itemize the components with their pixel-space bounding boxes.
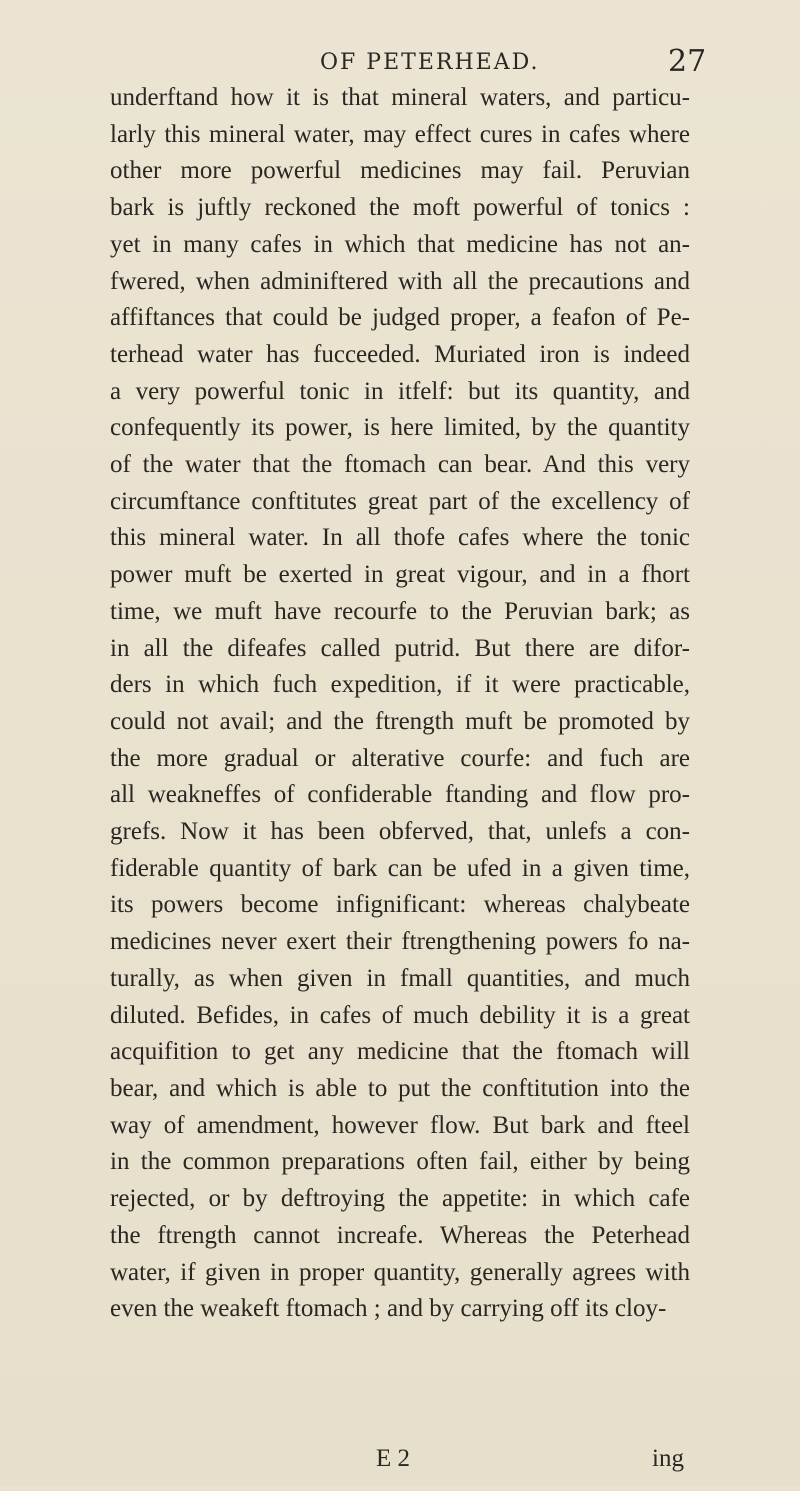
text-line: the ftrength cannot increafe. Whereas the Peterhead — [110, 1221, 690, 1249]
text-line: terhead water has fucceeded. Muriated iron is indeed — [110, 340, 690, 368]
text-line: medicines never exert their ftrengthening powers fo na- — [110, 928, 690, 956]
text-line: even the weakeft ftomach ; and by carrying off its cloy- — [110, 1295, 667, 1323]
running-head — [0, 42, 800, 82]
text-line: all weakneffes of confiderable ftanding and flow pro- — [110, 781, 690, 809]
text-line: yet in many cafes in which that medicine has not an- — [110, 230, 690, 258]
text-line: time, we muft have recourfe to the Peruvian bark; as — [110, 597, 690, 625]
page-number: 27 — [668, 44, 707, 79]
catchword: ing — [652, 1445, 684, 1472]
text-line: way of amendment, however flow. But bark and fteel — [110, 1111, 690, 1139]
text-line: power muft be exerted in great vigour, and in a fhort — [110, 561, 690, 589]
text-line: turally, as when given in fmall quantities, and much — [110, 964, 690, 992]
text-line: grefs. Now it has been obferved, that, unlefs a con- — [110, 818, 690, 846]
text-line: ders in which fuch expedition, if it were practicable, — [110, 671, 690, 699]
text-line: fiderable quantity of bark can be ufed in a given time, — [110, 854, 690, 882]
text-line: bark is juftly reckoned the moft powerful of tonics : — [110, 194, 690, 222]
text-line: affiftances that could be judged proper, a feafon of Pe- — [110, 304, 690, 332]
text-line: in the common preparations often fail, either by being — [110, 1148, 690, 1176]
text-line: confequently its power, is here limited, by the quantity — [110, 414, 690, 442]
text-line: water, if given in proper quantity, generally agrees with — [110, 1258, 690, 1286]
text-line: fwered, when adminiftered with all the precautions and — [110, 267, 690, 295]
text-line: rejected, or by deftroying the appetite: in which cafe — [110, 1185, 690, 1213]
text-line: circumftance conftitutes great part of the excellency of — [110, 487, 690, 515]
text-line: this mineral water. In all thofe cafes where the tonic — [110, 524, 690, 552]
text-line: in all the difeafes called putrid. But there are difor- — [110, 634, 690, 662]
text-line: larly this mineral water, may effect cures in cafes where — [110, 120, 690, 148]
text-line: its powers become infignificant: whereas chalybeate — [110, 891, 690, 919]
text-line: bear, and which is able to put the conftitution into the — [110, 1074, 690, 1102]
text-line: a very powerful tonic in itfelf: but its quantity, and — [110, 377, 690, 405]
text-line: diluted. Befides, in cafes of much debility it is a great — [110, 1001, 690, 1029]
text-line: acquifition to get any medicine that the ftomach will — [110, 1038, 690, 1066]
text-line: underftand how it is that mineral waters, and particu- — [110, 84, 690, 111]
running-title: OF PETERHEAD. — [320, 50, 540, 75]
signature-mark: E 2 — [376, 1445, 411, 1472]
body-text — [110, 80, 690, 1328]
text-line: of the water that the ftomach can bear. And this very — [110, 451, 690, 479]
text-line: other more powerful medicines may fail. Peruvian — [110, 157, 690, 185]
text-line: could not avail; and the ftrength muft be promoted by — [110, 707, 690, 735]
text-line: the more gradual or alterative courfe: and fuch are — [110, 744, 690, 772]
